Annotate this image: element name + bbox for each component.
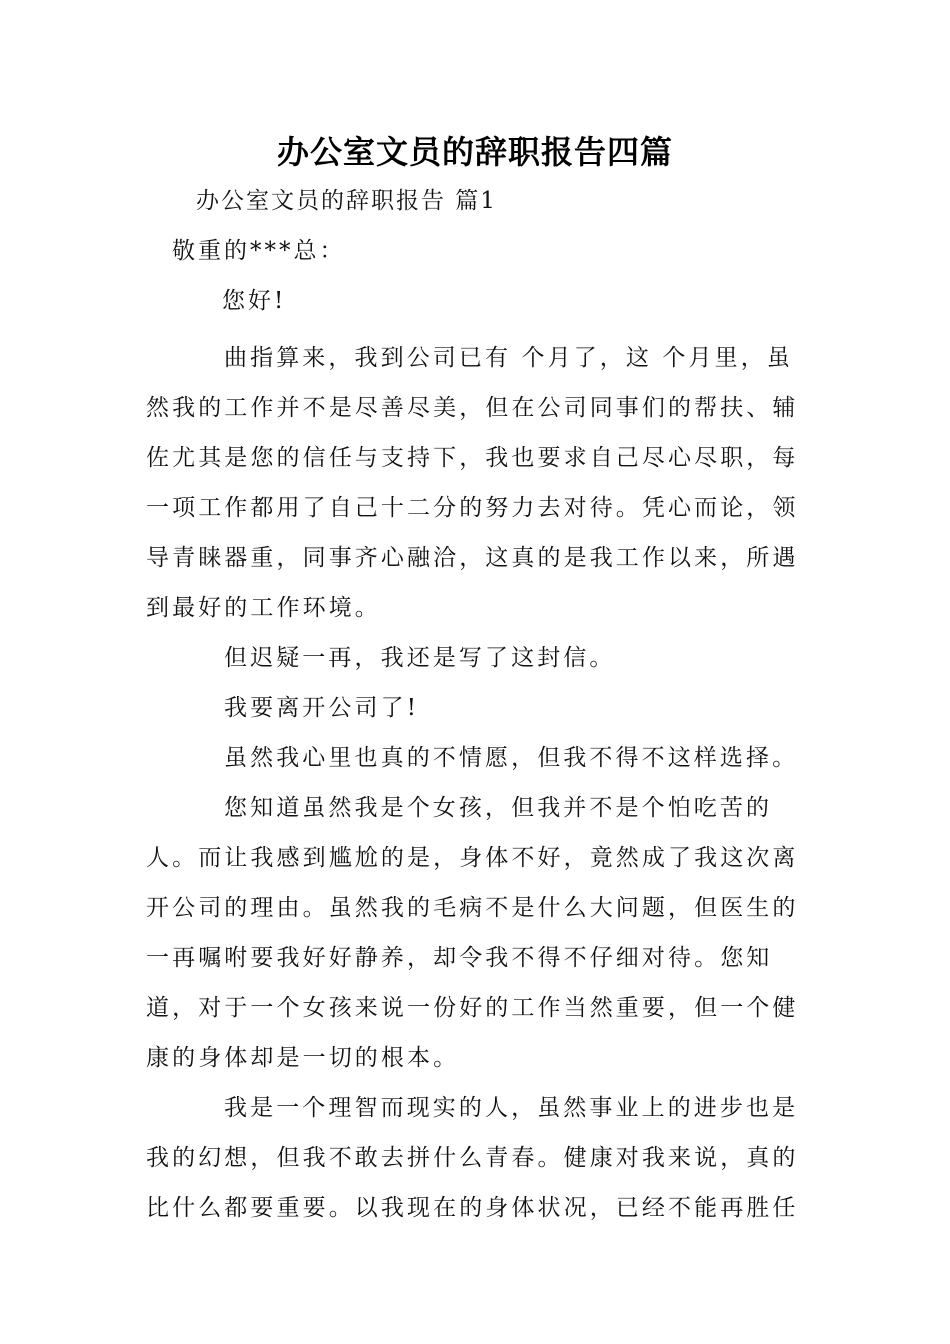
paragraph-5: 您知道虽然我是个女孩，但我并不是个怕吃苦的人。而让我感到尴尬的是，身体不好，竟然成了我这次离开公司的理由。虽然我的毛病不是什么大问题，但医生的一再嘱咐要我好好静养，却令我不得不仔细对待。您知道，对于一个女孩来说一份好的工作当然重要，但一个健康的身体却是一切的根本。 [146,795,799,1071]
salutation: 敬重的***总： [172,238,346,264]
paragraph-2: 但迟疑一再，我还是写了这封信。 [224,645,616,671]
document-title: 办公室文员的辞职报告四篇 [276,133,673,171]
paragraph-6: 我是一个理智而现实的人，虽然事业上的进步也是我的幻想，但我不敢去拼什么青春。健康对我来说，真的比什么都要重要。以我现在的身体状况，已经不能再胜任 [146,1095,799,1221]
greeting: 您好! [222,288,287,314]
paragraph-3: 我要离开公司了! [224,695,420,721]
section-heading: 办公室文员的辞职报告 篇1 [196,188,497,214]
paragraph-4: 虽然我心里也真的不情愿，但我不得不这样选择。 [224,745,799,771]
paragraph-1: 曲指算来，我到公司已有 个月了，这 个月里，虽然我的工作并不是尽善尽美，但在公司同事们的帮扶、辅佐尤其是您的信任与支持下，我也要求自己尽心尽职，每一项工作都用了自己十二分的努力去对待。凭心而论，领导青睐器重，同事齐心融洽，这真的是我工作以来，所遇到最好的工作环境。 [146,345,799,621]
